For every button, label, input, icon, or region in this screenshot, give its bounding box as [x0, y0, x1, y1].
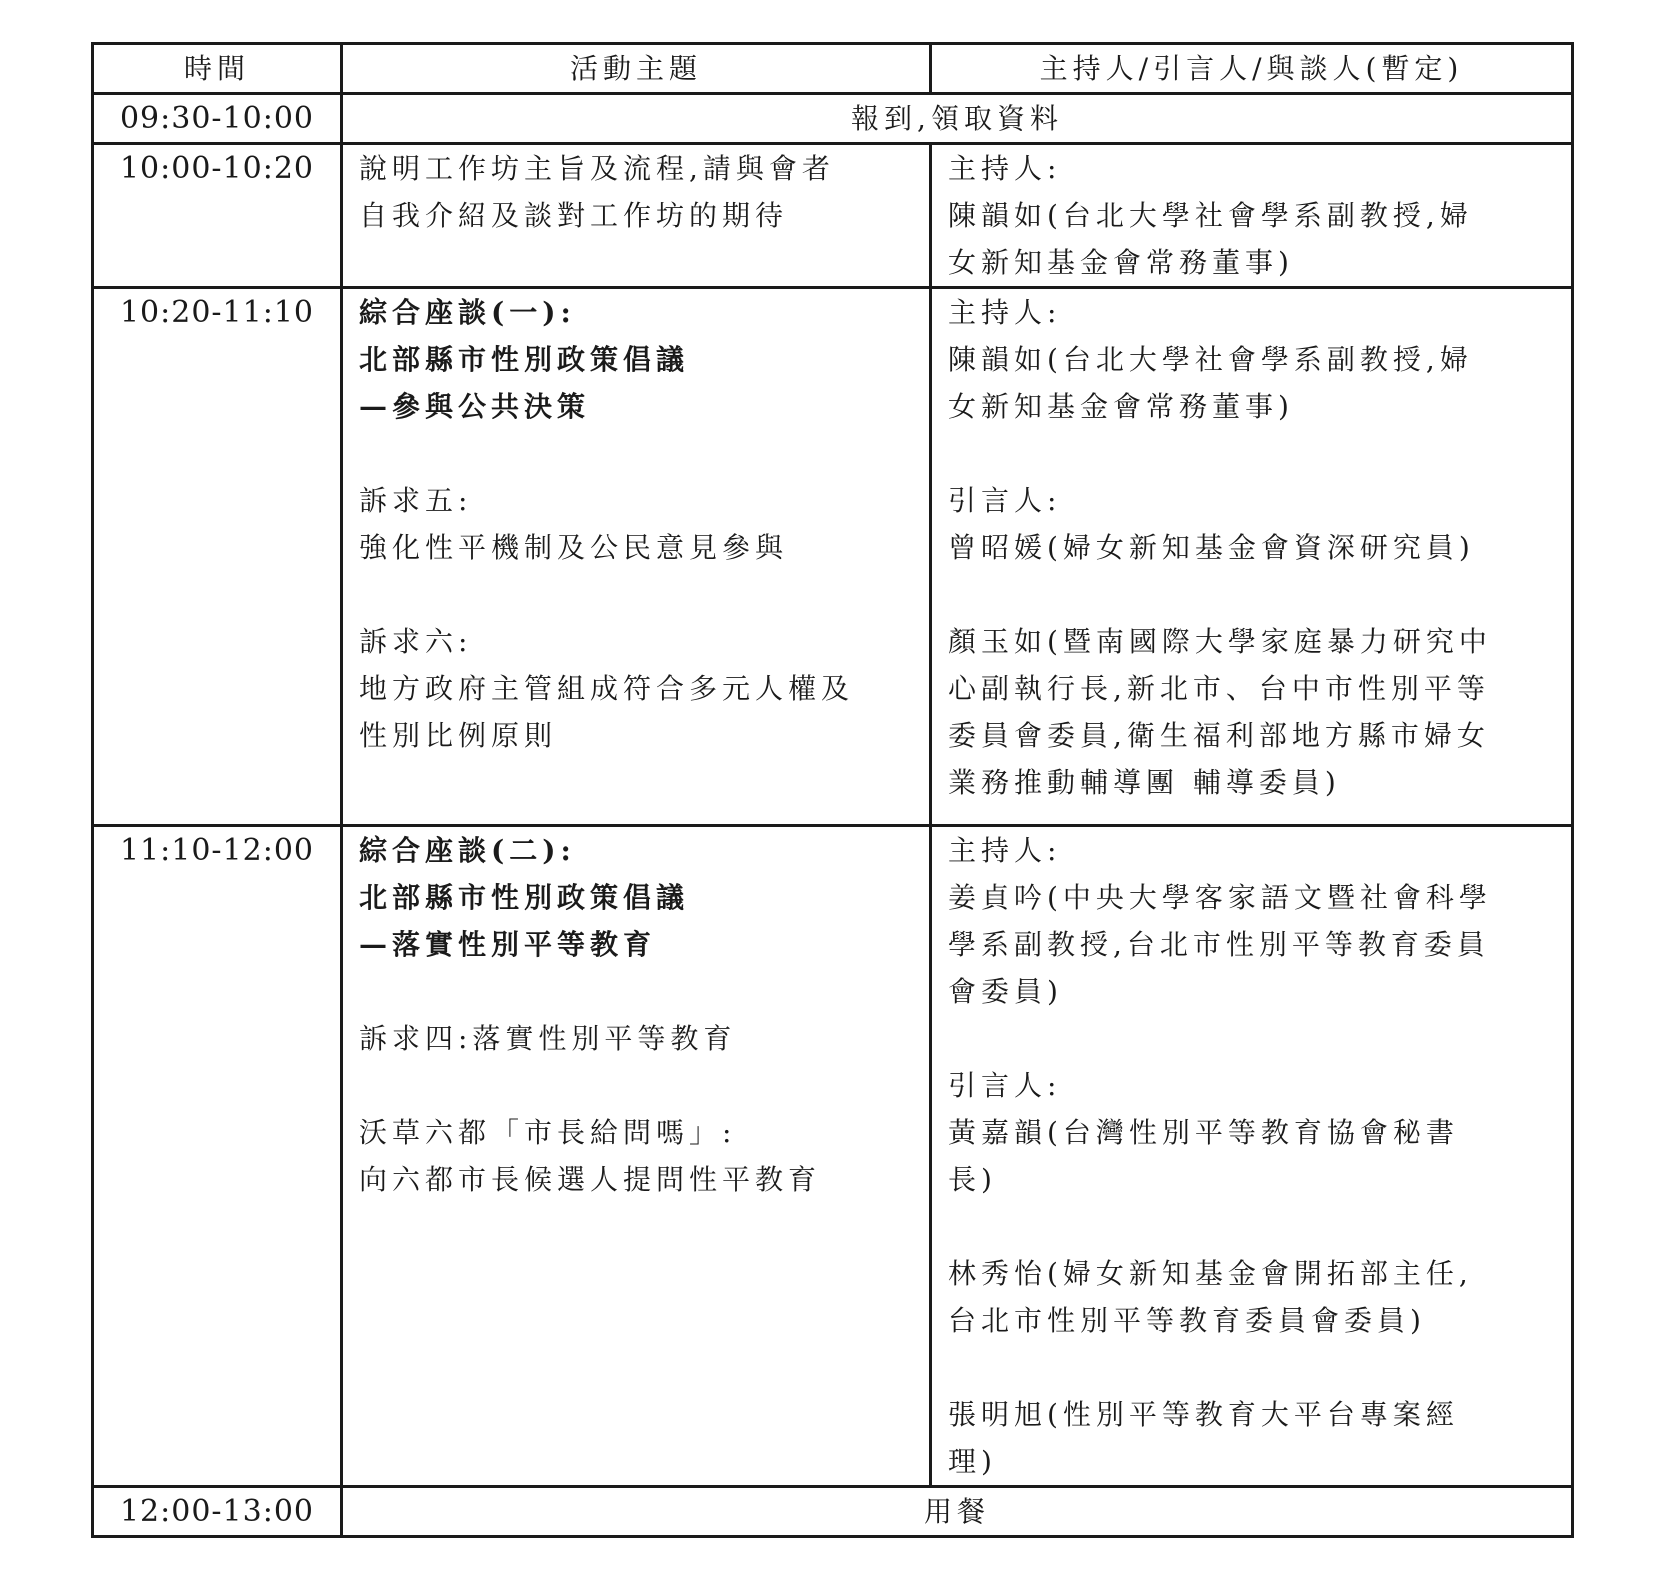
host-line: 學系副教授,台北市性別平等教育委員 [948, 928, 1490, 961]
time-cell: 09:30-10:00 [93, 94, 342, 144]
topic-item-line: 向六都市長候選人提問性平教育 [359, 1163, 822, 1196]
time-cell: 11:10-12:00 [93, 826, 342, 1487]
host-line: 林秀怡(婦女新知基金會開拓部主任, [948, 1257, 1473, 1290]
host-line: 顏玉如(暨南國際大學家庭暴力研究中 [948, 625, 1492, 658]
host-line: 女新知基金會常務董事) [948, 246, 1294, 279]
topic-title-line: —參與公共決策 [359, 390, 591, 423]
topic-title-line: 綜合座談(二): [359, 834, 576, 867]
topic-item-line: 地方政府主管組成符合多元人權及 [359, 672, 855, 705]
host-line: 女新知基金會常務董事) [948, 390, 1294, 423]
host-cell [931, 288, 1573, 826]
host-line: 主持人: [948, 834, 1062, 867]
host-cell [931, 826, 1573, 1487]
host-line: 長) [948, 1163, 997, 1196]
table-row [93, 1487, 1573, 1537]
merged-cell: 用餐 [342, 1487, 1573, 1537]
header-topic: 活動主題 [342, 44, 931, 94]
topic-item-line: 訴求五: [359, 484, 473, 517]
header-host: 主持人/引言人/與談人(暫定) [931, 44, 1573, 94]
host-line: 業務推動輔導團 輔導委員) [948, 766, 1341, 799]
table-row [93, 144, 1573, 288]
topic-item-line: 性別比例原則 [359, 719, 558, 752]
topic-line: 自我介紹及談對工作坊的期待 [359, 199, 789, 232]
host-line: 委員會委員,衛生福利部地方縣市婦女 [948, 719, 1490, 752]
topic-title-line: 北部縣市性別政策倡議 [359, 881, 690, 914]
topic-title-line: 綜合座談(一): [359, 296, 576, 329]
host-line: 理) [948, 1445, 997, 1478]
header-time: 時間 [93, 44, 342, 94]
host-line: 陳韻如(台北大學社會學系副教授,婦 [948, 199, 1473, 232]
header-row [93, 44, 1573, 94]
topic-item-line: 訴求六: [359, 625, 473, 658]
table-row [93, 94, 1573, 144]
host-line: 主持人: [948, 296, 1062, 329]
topic-item-line: 強化性平機制及公民意見參與 [359, 531, 789, 564]
host-line: 張明旭(性別平等教育大平台專案經 [948, 1398, 1459, 1431]
agenda-table [91, 42, 1574, 1538]
topic-item-line: 訴求四:落實性別平等教育 [359, 1022, 737, 1055]
time-cell: 10:00-10:20 [93, 144, 342, 288]
host-line: 心副執行長,新北市、台中市性別平等 [948, 672, 1490, 705]
topic-item-line: 沃草六都「市長給問嗎」: [359, 1116, 737, 1149]
host-line: 主持人: [948, 152, 1062, 185]
time-cell: 12:00-13:00 [93, 1487, 342, 1537]
host-line: 姜貞吟(中央大學客家語文暨社會科學 [948, 881, 1492, 914]
topic-cell [342, 144, 931, 288]
table-row [93, 288, 1573, 826]
host-line: 引言人: [948, 484, 1062, 517]
host-line: 陳韻如(台北大學社會學系副教授,婦 [948, 343, 1473, 376]
topic-cell [342, 288, 931, 826]
topic-line: 說明工作坊主旨及流程,請與會者 [359, 152, 835, 185]
topic-title-line: 北部縣市性別政策倡議 [359, 343, 690, 376]
host-line: 曾昭媛(婦女新知基金會資深研究員) [948, 531, 1475, 564]
host-line: 會委員) [948, 975, 1063, 1008]
host-line: 台北市性別平等教育委員會委員) [948, 1304, 1426, 1337]
host-cell [931, 144, 1573, 288]
topic-cell [342, 826, 931, 1487]
merged-cell: 報到,領取資料 [342, 94, 1573, 144]
table-row [93, 826, 1573, 1487]
host-line: 引言人: [948, 1069, 1062, 1102]
topic-title-line: —落實性別平等教育 [359, 928, 657, 961]
host-line: 黃嘉韻(台灣性別平等教育協會秘書 [948, 1116, 1459, 1149]
time-cell: 10:20-11:10 [93, 288, 342, 826]
